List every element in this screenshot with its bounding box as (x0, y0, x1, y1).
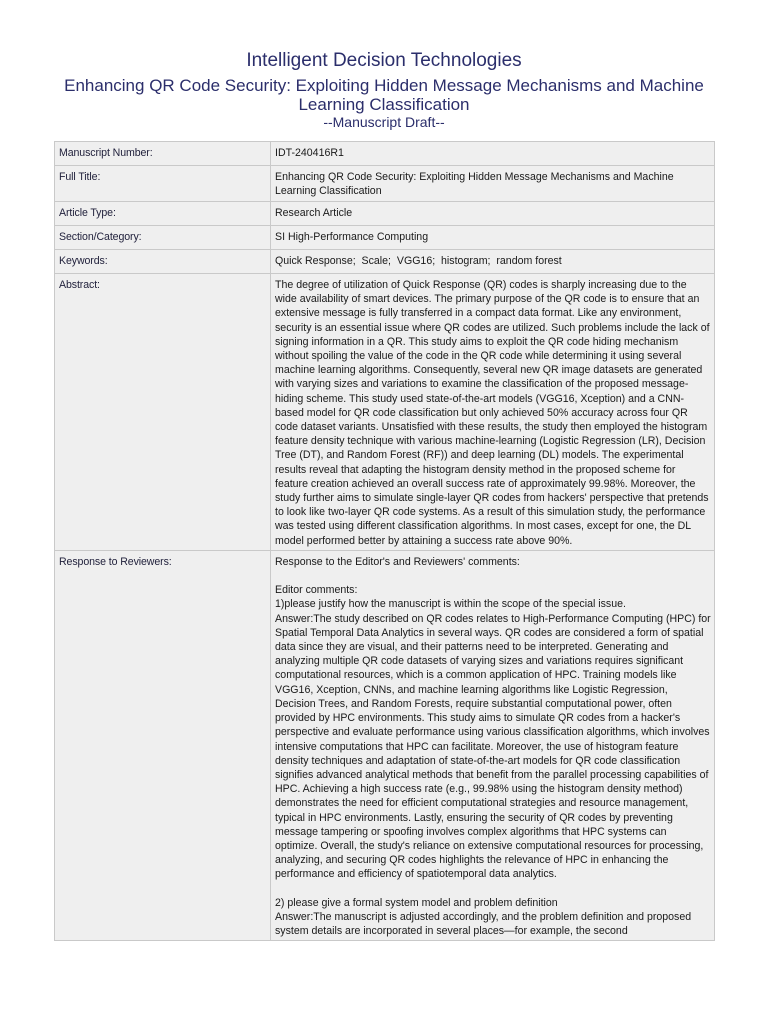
table-row-section-category (55, 226, 715, 250)
table-row-abstract (55, 274, 715, 551)
journal-title: Intelligent Decision Technologies (246, 50, 522, 71)
row-label: Abstract: (55, 274, 271, 551)
manuscript-details-table (54, 141, 715, 941)
row-label: Keywords: (55, 250, 271, 274)
paper-title: Enhancing QR Code Security: Exploiting Hidden Message Mechanisms and Machine Learning Classification (64, 76, 704, 114)
row-value: Research Article (271, 202, 715, 226)
row-label: Full Title: (55, 166, 271, 202)
row-value: Enhancing QR Code Security: Exploiting Hidden Message Mechanisms and Machine Learning Classification (271, 166, 715, 202)
table-row-keywords (55, 250, 715, 274)
row-value: Response to the Editor's and Reviewers' comments: Editor comments: 1)please justify how the manuscript is within the scope of the special issue. Answer:The study described on QR codes relates to High-Performance Computing (HPC) for Spatial Temporal Data Analytics in several ways. QR codes are considered a form of spatial data since they are visual, and their patterns need to be interpreted. Generating and analyzing multiple QR code datasets of varying sizes and variations requires significant computational resources, which is a common application of HPC. Training models like VGG16, Xception, CNNs, and machine learning algorithms like Logistic Regression, Decision Trees, and Random Forests, require substantial computational power, often provided by HPC environments. This study aims to simulate QR codes from a hacker's perspective and evaluate performance using various classification algorithms, which involves intensive computations that HPC can facilitate. Moreover, the use of histogram feature density techniques and adaptation of state-of-the-art models for QR code classification signifies advanced analytical methods that benefit from the parallel processing capabilities of HPC. Achieving a high success rate (e.g., 99.98% using the histogram density method) demonstrates the need for efficient computational strategies and resource management, typical in HPC environments. Lastly, ensuring the security of QR codes by preventing message tampering or spoofing involves complex algorithms that HPC systems can optimize. Overall, the study's reliance on extensive computational resources for processing, analyzing, and securing QR codes highlights the relevance of HPC in enhancing the performance and efficiency of spatiotemporal data analytics. 2) please give a formal system model and problem definition Answer:The manuscript is adjusted accordingly, and the problem definition and proposed system details are incorporated in several places—for example, the second (271, 550, 715, 940)
row-label: Section/Category: (55, 226, 271, 250)
table-row-article-type (55, 202, 715, 226)
row-value: IDT-240416R1 (271, 142, 715, 166)
row-label: Article Type: (55, 202, 271, 226)
row-label: Manuscript Number: (55, 142, 271, 166)
draft-label: --Manuscript Draft-- (323, 114, 445, 130)
table-row-response-to-reviewers (55, 550, 715, 940)
row-value: Quick Response; Scale; VGG16; histogram; random forest (271, 250, 715, 274)
document-header (0, 48, 768, 130)
table-row-manuscript-number (55, 142, 715, 166)
row-label: Response to Reviewers: (55, 550, 271, 940)
table-row-full-title (55, 166, 715, 202)
row-value: The degree of utilization of Quick Response (QR) codes is sharply increasing due to the wide availability of smart devices. The primary purpose of the QR code is to ensure that an extensive message is fully transferred in a compact data format. Like any environment, security is an essential issue where QR codes are utilized. Such problems include the lack of signing information in a QR. This study aims to exploit the QR code hiding mechanism without spoiling the value of the code in the QR code while determining it using several machine learning algorithms. Consequently, several new QR image datasets are generated with varying sizes and variations to examine the classification of the proposed message-hiding scheme. This study used state-of-the-art models (VGG16, Xception) and a CNN-based model for QR code classification but only achieved 50% accuracy across four QR code dataset variants. Unsatisfied with these results, the study then employed the histogram feature density technique with various machine-learning (Logistic Regression (LR), Decision Tree (DT), and Random Forest (RF)) and deep learning (DL) models. The experimental results reveal that adapting the histogram density method in the proposed scheme for feature creation achieved an overall success rate of approximately 99.98%. Moreover, the study further aims to simulate single-layer QR codes from hackers' perspective that pretends to look like two-layer QR code systems. As a result of this simulation study, the performance was tested using different classification algorithms. In most cases, except for one, the DL model performed better by attaining a success rate above 90%. (271, 274, 715, 551)
row-value: SI High-Performance Computing (271, 226, 715, 250)
